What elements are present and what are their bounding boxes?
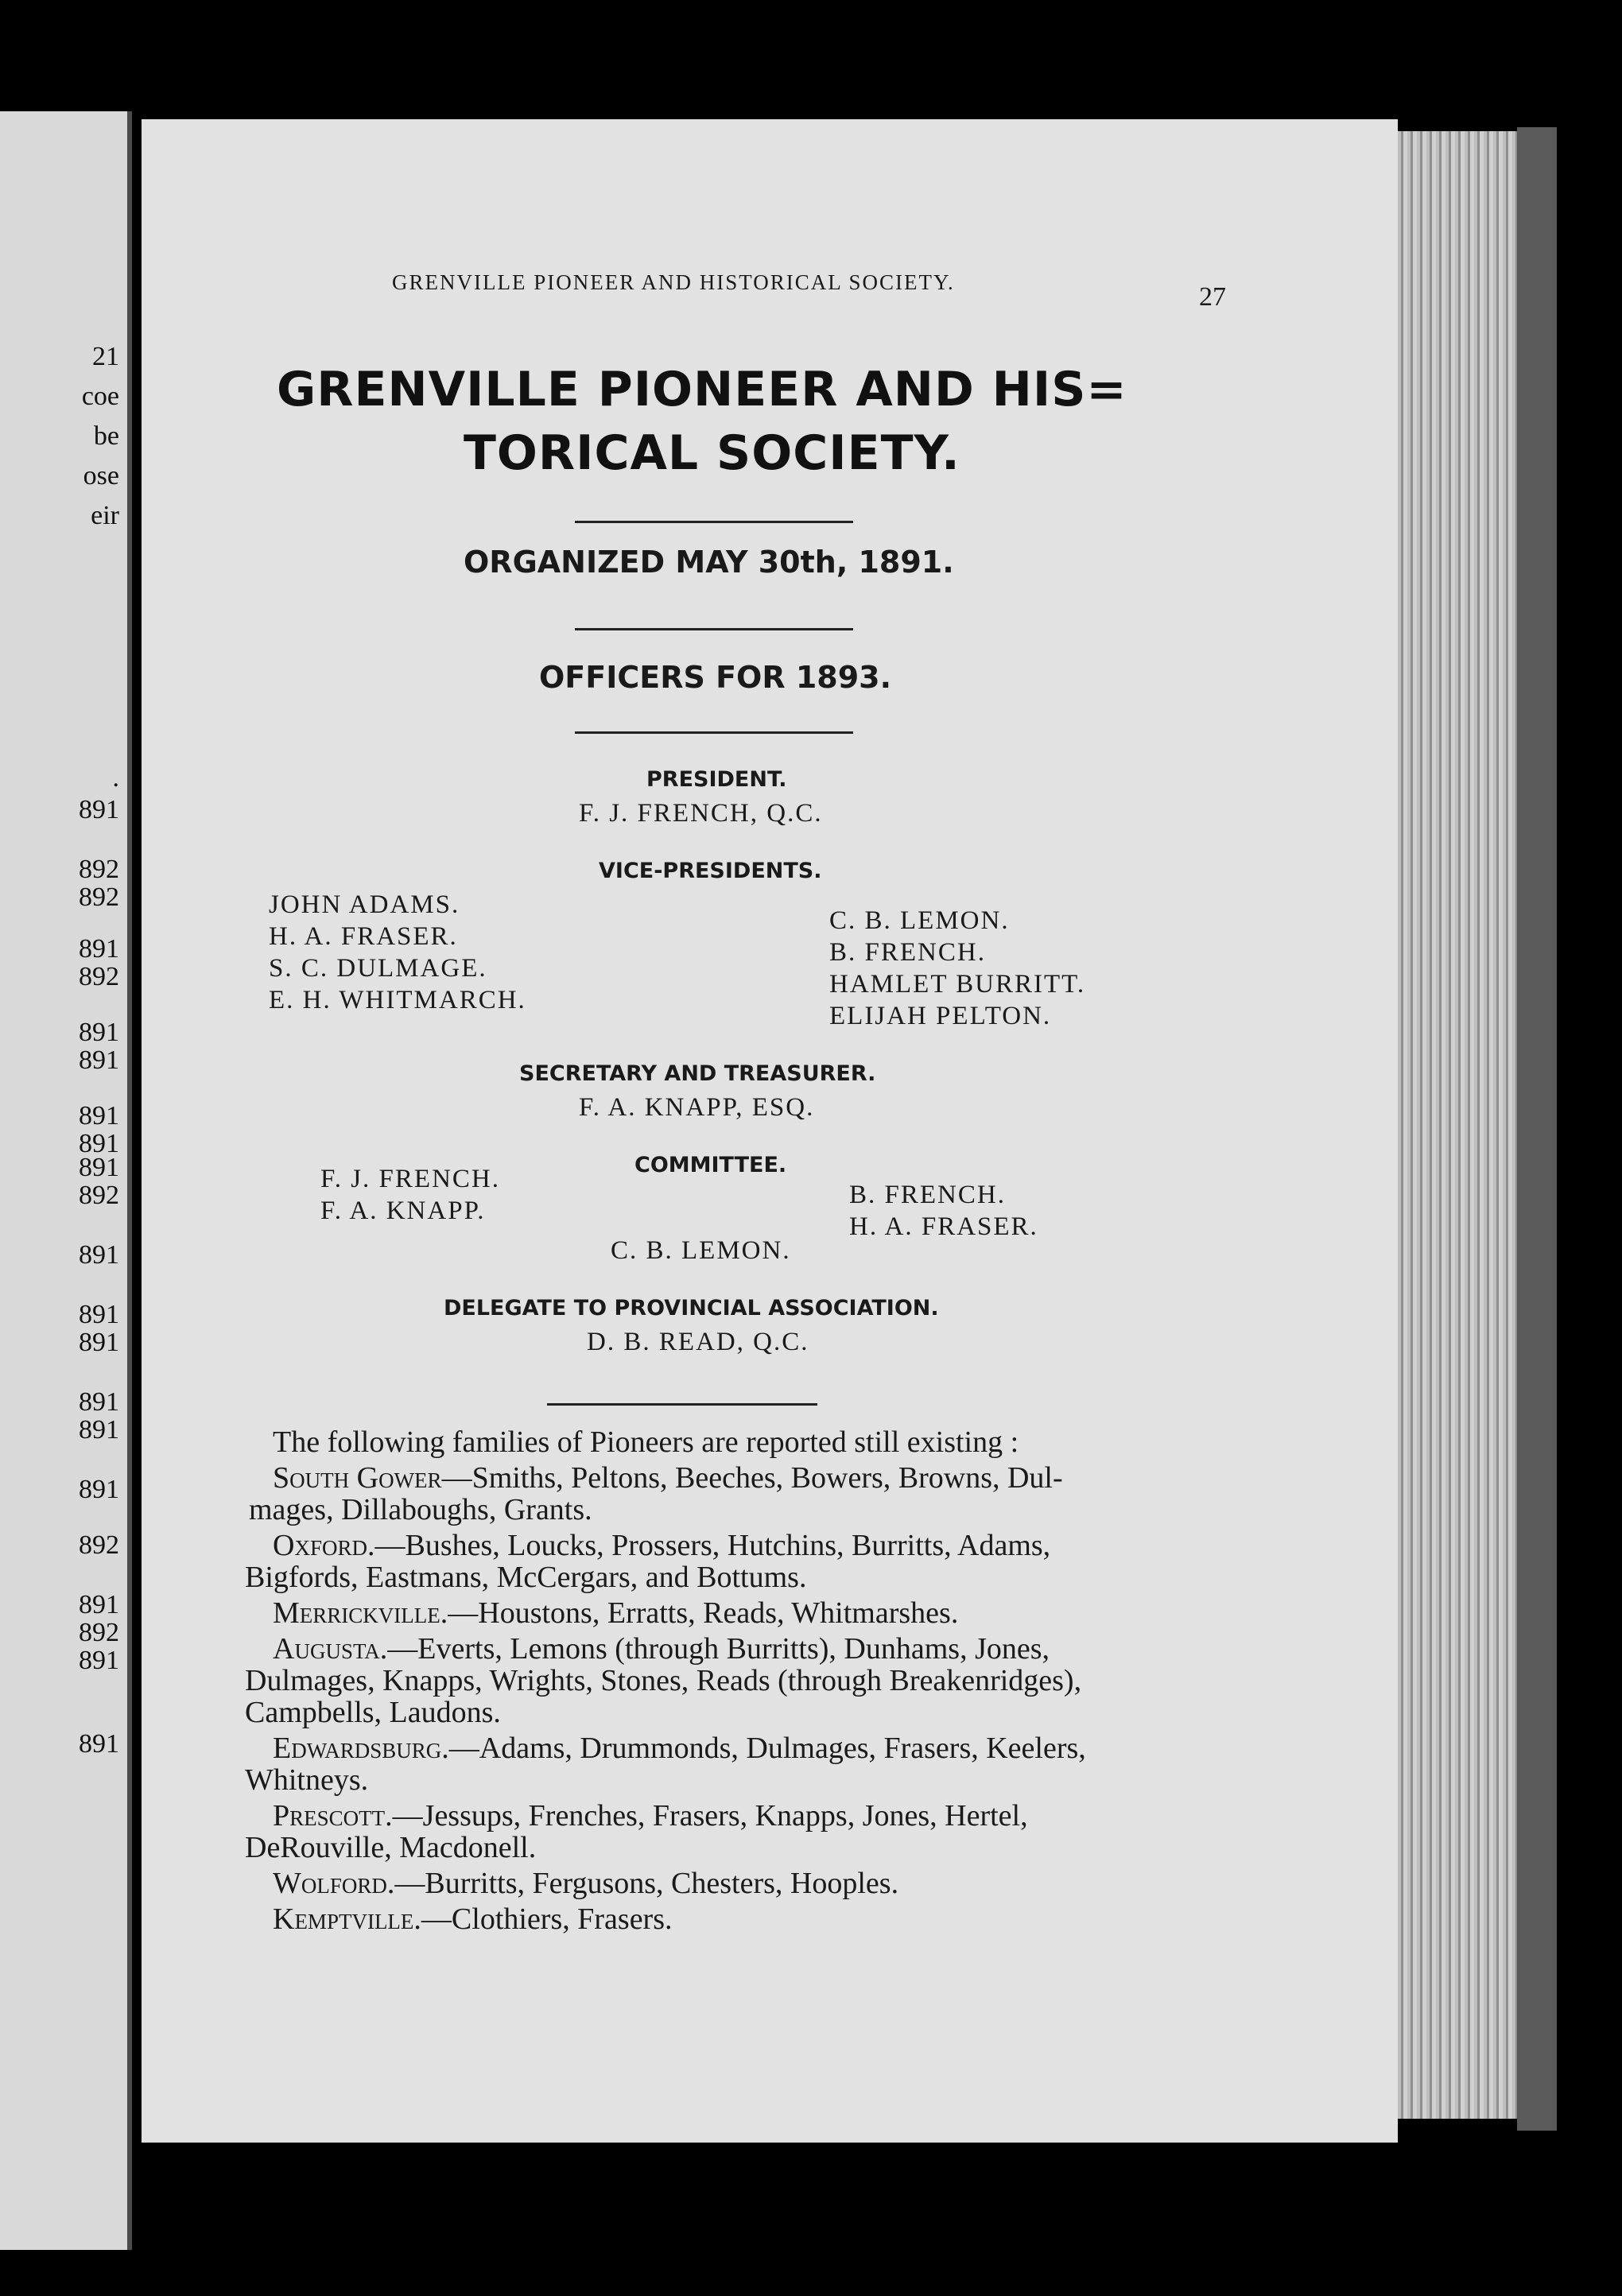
family-entry-cont: DeRouville, Macdonell. xyxy=(245,1831,537,1864)
vice-president-name: H. A. FRASER. xyxy=(269,922,458,951)
family-entry xyxy=(273,1598,958,1628)
facing-line: 891 xyxy=(79,1475,119,1504)
family-entry-cont: Dulmages, Knapps, Wrights, Stones, Reads (through Breakenridges), xyxy=(245,1664,1082,1697)
vice-president-name: JOHN ADAMS. xyxy=(269,890,460,919)
family-entry-cont: Campbells, Laudons. xyxy=(245,1696,501,1729)
facing-line: 891 xyxy=(79,1415,119,1445)
running-head: GRENVILLE PIONEER AND HISTORICAL SOCIETY. xyxy=(392,270,955,294)
committee-member: F. A. KNAPP. xyxy=(320,1196,486,1225)
facing-line: be xyxy=(93,421,119,451)
organized-date: ORGANIZED MAY 30th, 1891. xyxy=(464,545,954,580)
officers-heading: OFFICERS FOR 1893. xyxy=(539,660,892,695)
committee-heading: COMMITTEE. xyxy=(634,1153,787,1177)
committee-member: H. A. FRASER. xyxy=(849,1212,1038,1241)
vice-president-name: S. C. DULMAGE. xyxy=(269,954,487,983)
facing-line: 892 xyxy=(79,882,119,912)
facing-line: 891 xyxy=(79,1240,119,1270)
facing-line: coe xyxy=(81,382,119,411)
facing-line: 891 xyxy=(79,1129,119,1158)
facing-line: 892 xyxy=(79,855,119,884)
divider xyxy=(547,1403,817,1406)
delegate-heading: DELEGATE TO PROVINCIAL ASSOCIATION. xyxy=(444,1296,939,1321)
facing-line: 891 xyxy=(79,1153,119,1182)
family-place: Augusta. xyxy=(273,1632,388,1666)
facing-line: . xyxy=(112,763,119,793)
family-entry-cont: Whitneys. xyxy=(245,1763,369,1797)
book-cover-edge xyxy=(1517,127,1557,2131)
facing-line: 892 xyxy=(79,1618,119,1647)
committee-member: B. FRENCH. xyxy=(849,1181,1006,1209)
page-title-line-2: TORICAL SOCIETY. xyxy=(464,425,960,481)
vice-president-name: HAMLET BURRITT. xyxy=(829,970,1086,999)
book-page-edges xyxy=(1398,131,1517,2119)
family-entry xyxy=(273,1530,1050,1561)
facing-line: ose xyxy=(83,461,119,491)
family-entry-cont: Bigfords, Eastmans, McCergars, and Bottums. xyxy=(245,1561,807,1594)
family-place: Edwardsburg. xyxy=(273,1732,449,1765)
family-names: —Smiths, Peltons, Beeches, Bowers, Browns, Dul- xyxy=(441,1461,1063,1495)
facing-line: 891 xyxy=(79,1387,119,1417)
facing-page-edge xyxy=(0,111,132,2250)
president-heading: PRESIDENT. xyxy=(646,767,787,792)
facing-line: 891 xyxy=(79,1101,119,1131)
facing-line: 891 xyxy=(79,1729,119,1759)
secretary-heading: SECRETARY AND TREASURER. xyxy=(519,1061,876,1086)
delegate-name: D. B. READ, Q.C. xyxy=(587,1328,809,1356)
family-place: Prescott. xyxy=(273,1799,393,1833)
facing-line: 891 xyxy=(79,1590,119,1619)
page-number: 27 xyxy=(1199,282,1226,312)
facing-line: eir xyxy=(91,501,119,530)
vice-president-name: E. H. WHITMARCH. xyxy=(269,986,526,1014)
family-names: —Jessups, Frenches, Frasers, Knapps, Jones, Hertel, xyxy=(392,1799,1028,1833)
family-names: —Bushes, Loucks, Prossers, Hutchins, Burritts, Adams, xyxy=(374,1529,1051,1562)
facing-line: 891 xyxy=(79,1045,119,1075)
family-place: Merrickville. xyxy=(273,1596,448,1630)
family-names: —Adams, Drummonds, Dulmages, Frasers, Keelers, xyxy=(448,1732,1086,1765)
family-place: Kemptville. xyxy=(273,1902,421,1936)
facing-line: 891 xyxy=(79,1018,119,1047)
president-name: F. J. FRENCH, Q.C. xyxy=(579,799,823,828)
family-entry xyxy=(273,1868,898,1898)
committee-member: F. J. FRENCH. xyxy=(320,1165,500,1193)
family-names: —Burritts, Fergusons, Chesters, Hooples. xyxy=(394,1867,899,1900)
vice-president-name: C. B. LEMON. xyxy=(829,906,1010,935)
family-entry xyxy=(273,1904,673,1934)
facing-line: 891 xyxy=(79,934,119,964)
facing-line: 892 xyxy=(79,1530,119,1560)
family-names: —Houstons, Erratts, Reads, Whitmarshes. xyxy=(448,1596,959,1630)
divider xyxy=(575,731,853,734)
facing-line: 21 xyxy=(92,342,119,371)
vice-presidents-heading: VICE-PRESIDENTS. xyxy=(599,859,822,883)
facing-line: 892 xyxy=(79,1181,119,1210)
facing-line: 891 xyxy=(79,1646,119,1675)
book-page xyxy=(142,119,1398,2143)
committee-member: C. B. LEMON. xyxy=(611,1236,791,1265)
families-intro: The following families of Pioneers are reported still existing : xyxy=(273,1425,1019,1459)
family-names: —Everts, Lemons (through Burritts), Dunhams, Jones, xyxy=(387,1632,1050,1666)
vice-president-name: ELIJAH PELTON. xyxy=(829,1002,1052,1030)
facing-line: 892 xyxy=(79,962,119,991)
family-names: —Clothiers, Frasers. xyxy=(421,1902,673,1936)
family-place: Wolford. xyxy=(273,1867,395,1900)
page-title-line-1: GRENVILLE PIONEER AND HIS= xyxy=(277,362,1127,417)
secretary-name: F. A. KNAPP, ESQ. xyxy=(579,1093,815,1122)
facing-line: 891 xyxy=(79,1328,119,1357)
facing-line: 891 xyxy=(79,1300,119,1329)
family-entry xyxy=(273,1801,1028,1831)
divider xyxy=(575,521,853,523)
family-entry xyxy=(273,1463,1063,1493)
family-entry xyxy=(273,1634,1050,1664)
family-place: Oxford. xyxy=(273,1529,375,1562)
vice-president-name: B. FRENCH. xyxy=(829,938,986,967)
family-place: South Gower xyxy=(273,1461,442,1495)
family-entry-cont: mages, Dillaboughs, Grants. xyxy=(249,1493,592,1526)
facing-line: 891 xyxy=(79,795,119,824)
family-entry xyxy=(273,1733,1086,1763)
divider xyxy=(575,628,853,630)
